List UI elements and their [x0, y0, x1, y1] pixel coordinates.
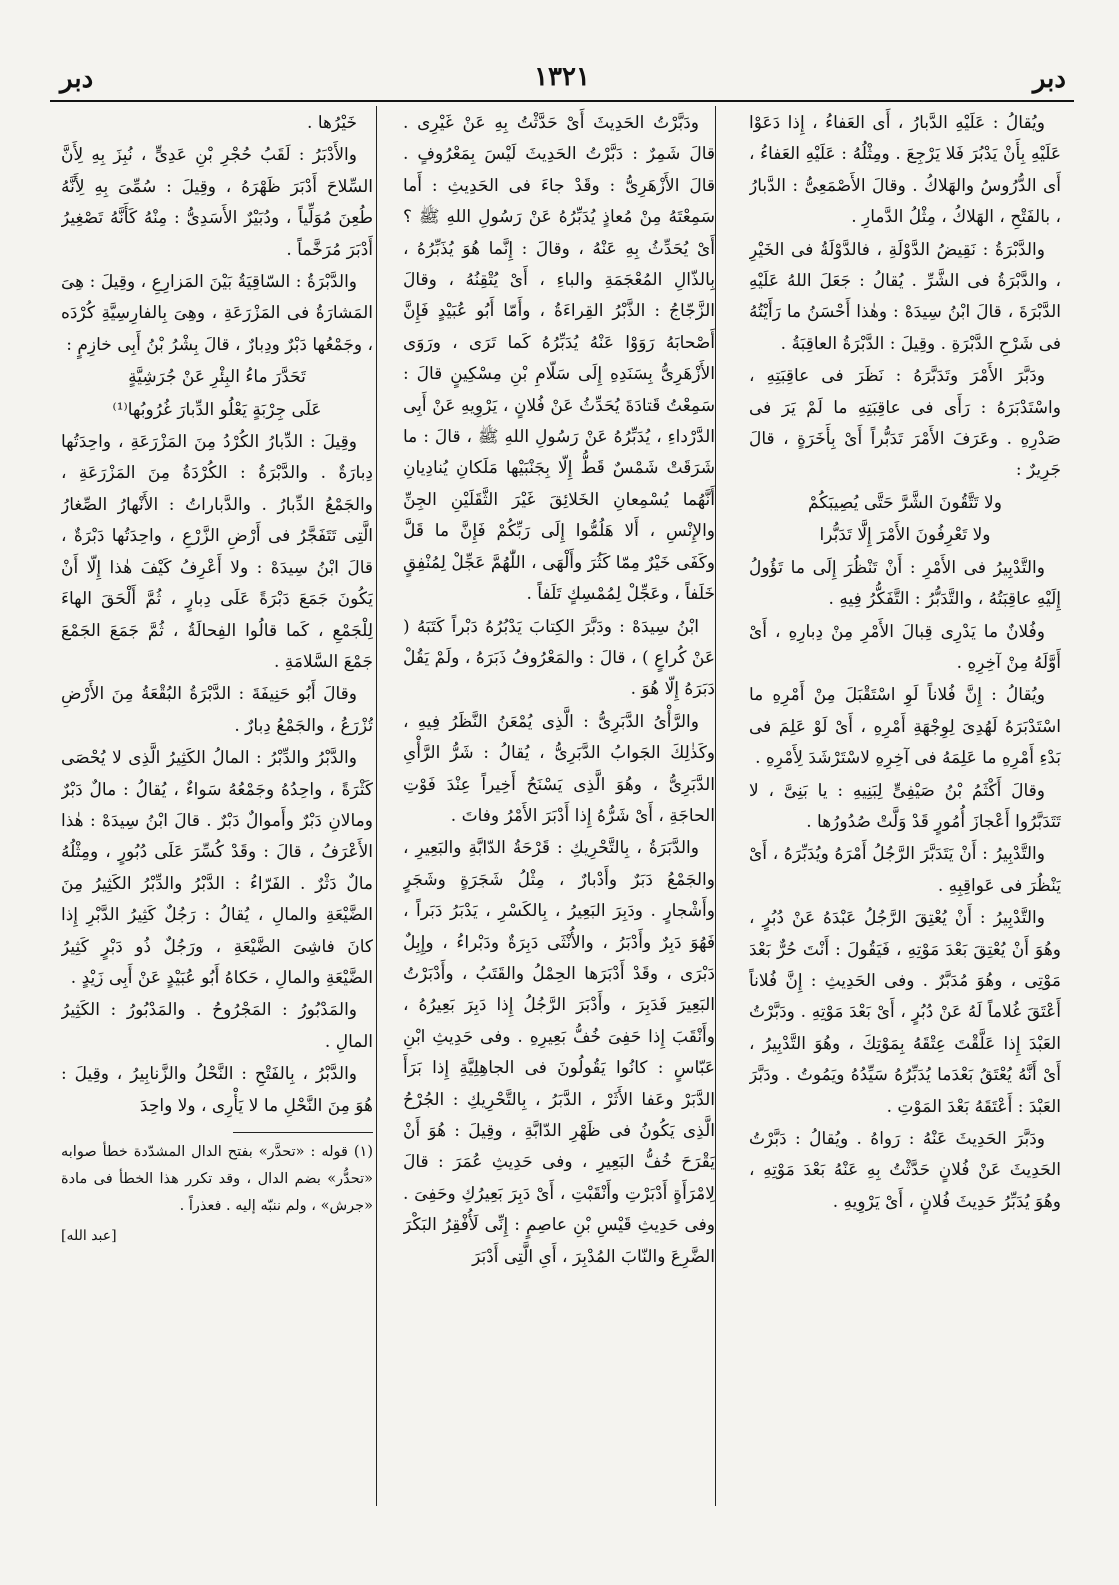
entry-paragraph: وقالَ أَكْثَمُ بْنُ صَيْفِىٍّ لِبَنِيهِ : يا بَنِىَّ ، لا تَتَدَبَّرُوا أَعْجازَ أُمُورٍ قَدْ وَلَّتْ صُدُورُها . — [749, 780, 1061, 832]
footnote-separator — [233, 1132, 373, 1133]
entry-paragraph: ويُقالُ : إِنَّ فُلاناً لَوِ اسْتَقْبَلَ مِنْ أَمْرِهِ ما اسْتَدْبَرَهُ لَهُدِىَ لِوِجْهَةِ أَمْرِهِ ، أَىْ لَوْ عَلِمَ فى بَدْءِ أَمْرِهِ ما عَلِمَهُ فى آخِرِهِ لاسْتَرْشَدَ لِأَمْرِهِ . — [749, 685, 1061, 769]
entry-paragraph: والدَّبْرَةُ : السّاقِيَةُ بَيْنَ المَزارِعِ ، وقِيلَ : هِىَ المَشارَةُ فى المَزْرَعَةِ ، وهِىَ بِالفارِسِيَّةِ كُرْدَه ، وجَمْعُها دَبْرٌ ودِبارٌ ، قالَ بِشْرُ بْنُ أَبِى خازِمٍ : — [61, 272, 373, 355]
entry-paragraph: ودَبَّرَ الحَدِيثَ عَنْهُ : رَواهُ . ويُقالُ : دَبَّرْتُ الحَدِيثَ عَنْ فُلانٍ حَدَّثْتُ بِهِ عَنْهُ بَعْدَ مَوْتِهِ ، وهُوَ يُدَبِّرُ حَدِيثَ فُلانٍ ، أَىْ يَرْوِيهِ . — [749, 1129, 1061, 1212]
entry-paragraph: ودَبَّرْتُ الحَدِيثَ أَىْ حَدَّثْتُ بِهِ عَنْ غَيْرِى . قالَ شَمِرٌ : دَبَّرْتُ الحَدِيثَ لَيْسَ بِمَعْرُوفٍ . قالَ الأَزْهَرِىُّ : وقَدْ جاءَ فى الحَدِيثِ : أَما سَمِعْتَهُ مِنْ مُعاذٍ يُدَبِّرُهُ عَنْ رَسُولِ اللهِ ﷺ ؟ أَىْ يُحَدِّثُ بِهِ عَنْهُ ، وقالَ : إِنَّما هُوَ يُذَبِّرُهُ ، بِالذّالِ المُعْجَمَةِ والباءِ ، أَىْ يُتْقِنُهُ ، وقالَ الزَّجّاجُ : الذَّبْرُ القِراءَةُ ، وأَمّا أَبُو عُبَيْدٍ فَإِنَّ أَصْحابَهُ رَوَوْا عَنْهُ يُدَبِّرُهُ كَما تَرَى ، ورَوَى الأَزْهَرِىُّ بِسَنَدِهِ إِلَى سَلّامِ بْنِ مِسْكِينٍ قالَ : سَمِعْتُ قَتادَةَ يُحَدِّثُ عَنْ فُلانٍ ، يَرْوِيهِ عَنْ أَبِى الدَّرْداءِ ، يُدَبِّرُهُ عَنْ رَسُولِ اللهِ ﷺ ، قالَ : ما شَرَقَتْ شَمْسٌ قَطُّ إِلّا بِجَنْبَيْها مَلَكانِ يُنادِيانِ أَنَّهُما يُسْمِعانِ الخَلائِقَ غَيْرَ الثَّقَلَيْنِ الجِنِّ والإِنْسِ ، أَلا هَلُمُّوا إِلَى رَبِّكُمْ فَإِنَّ ما قَلَّ وكَفَى خَيْرٌ مِمّا كَثُرَ وأَلْهَى ، اللّٰهُمَّ عَجِّلْ لِمُنْفِقٍ خَلَفاً ، وعَجِّلْ لِمُمْسِكٍ تَلَفاً . — [403, 113, 715, 605]
entry-paragraph: والدَّبَرَةُ ، بِالتَّحْرِيكِ : قَرْحَةُ الدّابَّةِ والبَعِيرِ ، والجَمْعُ دَبَرٌ وأَدْبارٌ ، مِثْلُ شَجَرَةٍ وشَجَرٍ وأَشْجارٍ . ودَبِرَ البَعِيرُ ، بِالكَسْرِ ، يَدْبَرُ دَبَراً ، فَهُوَ دَبِرٌ وأَدْبَرُ ، والأُنْثَى دَبِرَةٌ ودَبْراءُ ، وإِبِلٌ دَبْرَى ، وقَدْ أَدْبَرَها الحِمْلُ والقَتَبُ ، وأَدْبَرْتُ البَعِيرَ فَدَبِرَ ، وأَدْبَرَ الرَّجُلُ إِذا دَبِرَ بَعِيرُهُ ، وأَنْقَبَ إِذا حَفِىَ خُفُّ بَعِيرِهِ . وفى حَدِيثِ ابْنِ عَبّاسٍ : كانُوا يَقُولُونَ فى الجاهِلِيَّةِ إِذا بَرَأَ الدَّبَرْ وعَفا الأَثَرْ ، الدَّبَرُ ، بِالتَّحْرِيكِ : الجُرْحُ الَّذِى يَكُونُ فى ظَهْرِ الدّابَّةِ ، وقِيلَ : هُوَ أَنْ يَقْرَحَ خُفُّ البَعِيرِ ، وفى حَدِيثِ عُمَرَ : قالَ لِامْرَأَةٍ أَدْبَرْتِ وأَنْقَبْتِ ، أَىْ دَبِرَ بَعِيرُكِ وحَفِىَ . وفى حَدِيثِ قَيْسِ بْنِ عاصِمٍ : إِنِّى لَأُفْقِرُ البَكْرَ الضَّرِعَ والنّابَ المُدْبِرَ ، أَىِ الَّتِى أَدْبَرَ — [403, 838, 715, 1267]
column-divider — [715, 106, 716, 1506]
entry-paragraph: ويُقالُ : عَلَيْهِ الدَّبارُ ، أَى العَفاءُ ، إِذا دَعَوْا عَلَيْهِ بِأَنْ يَدْبُرَ فَلا يَرْجِعَ . ومِثْلُهُ : عَلَيْهِ العَفاءُ ، أَى الدُّرُوسُ والهَلاكُ . وقالَ الأَصْمَعِىُّ : الدَّبارُ ، بالفَتْحِ ، الهَلاكُ ، مِثْلُ الدَّمارِ . — [749, 113, 1061, 228]
footnote: (١) قوله : «تحدَّر» بفتح الدال المشدّدة خطأ صوابه «تحدُّر» بضم الدال ، وقد تكرر هذا الخطأ فى مادة «جرش» ، ولم ننبّه إليه . فعذراً . — [61, 1144, 373, 1214]
poetry-verse: ولا تَعْرِفُونَ الأَمْرَ إِلَّا تَدَبُّرا — [819, 525, 991, 546]
page-header — [50, 62, 1074, 102]
entry-paragraph: وقالَ أَبُو حَنِيفَةَ : الدَّبْرَةُ البُقْعَةُ مِنَ الأَرْضِ تُزْرَعُ ، والجَمْعُ دِبارٌ . — [61, 684, 373, 736]
entry-paragraph: وقِيلَ : الدِّبارُ الكُرْدُ مِنَ المَزْرَعَةِ ، واحِدَتُها دِبارَةٌ . والدَّبْرَةُ : الكُرْدَةُ مِنَ المَزْرَعَةِ ، والجَمْعُ الدِّبارُ . والدَّباراتُ : الأَنْهارُ الصِّغارُ الَّتِى تَتَفَجَّرُ فى أَرْضِ الزَّرْعِ ، واحِدَتُها دَبْرَةٌ ، قالَ ابْنُ سِيدَهْ : ولا أَعْرِفُ كَيْفَ هٰذا إِلّا أَنْ يَكُونَ جَمَعَ دَبْرَةً عَلَى دِبارٍ ، ثُمَّ أَلْحَقَ الهاءَ لِلْجَمْعِ ، كَما قالُوا الفِحالَةُ ، ثُمَّ جَمَعَ الجَمْعَ جَمْعَ السَّلامَةِ . — [61, 432, 373, 672]
entry-paragraph: خَيْرُها . — [307, 113, 357, 133]
root-word-right: دبر — [1032, 64, 1066, 94]
poetry-verse: ولا تَتَّقُونَ الشَّرَّ حَتَّى يُصِيبَكُمْ — [808, 492, 1002, 513]
entry-paragraph: والدَّبْرُ والدِّبْرُ : المالُ الكَثِيرُ الَّذِى لا يُحْصَى كَثْرَةً ، واحِدُهُ وجَمْعُهُ سَواءٌ ، يُقالُ : مالٌ دَبْرٌ ومالانِ دَبْرٌ وأَموالٌ دَبْرٌ . قالَ ابْنُ سِيدَهْ : هٰذا الأَعْرَفُ ، قالَ : وقَدْ كُسِّرَ عَلَى دُبُورٍ ، ومِثْلُهُ مالٌ دَثْرٌ . الفَرّاءُ : الدَّبْرُ والدِّبْرُ الكَثِيرُ مِنَ الضَّيْعَةِ والمالِ ، يُقالُ : رَجُلٌ كَثِيرُ الدَّبْرِ إِذا كانَ فاشِىَ الضَّيْعَةِ ، ورَجُلٌ ذُو دَبْرٍ كَثِيرُ الضَّيْعَةِ والمالِ ، حَكاهُ أَبُو عُبَيْدٍ عَنْ أَبِى زَيْدٍ . — [61, 748, 373, 988]
entry-paragraph: والتَّدْبِيرُ : أَنْ يُعْتِقَ الرَّجُلُ عَبْدَهُ عَنْ دُبُرٍ ، وهُوَ أَنْ يُعْتِقَ بَعْدَ مَوْتِهِ ، فَيَقُولَ : أَنْتَ حُرٌّ بَعْدَ مَوْتِى ، وهُوَ مُدَبَّرٌ . وفى الحَدِيثِ : إِنَّ فُلاناً أَعْتَقَ غُلاماً لَهُ عَنْ دُبُرٍ ، أَىْ بَعْدَ مَوْتِهِ . ودَبَّرْتُ العَبْدَ إِذا عَلَّقْتَ عِتْقَهُ بِمَوْتِكَ ، وهُوَ التَّدْبِيرُ ، أَىْ أَنَّهُ يُعْتَقُ بَعْدَما يُدَبِّرُهُ سَيِّدُهُ ويَمُوتُ . ودَبَّرَ العَبْدَ : أَعْتَقَهُ بَعْدَ المَوْتِ . — [749, 908, 1061, 1117]
entry-paragraph: وفُلانٌ ما يَدْرِى قِبالَ الأَمْرِ مِنْ دِبارِهِ ، أَىْ أَوَّلَهُ مِنْ آخِرِهِ . — [749, 621, 1061, 673]
entry-paragraph: والمَدْبُورُ : المَجْرُوحُ . والمَدْبُورُ : الكَثِيرُ المالِ . — [61, 1000, 373, 1052]
column-middle — [403, 108, 715, 1508]
entry-paragraph: والتَّدْبِيرُ فى الأَمْرِ : أَنْ تَنْظُرَ إِلَى ما تَؤُولُ إِلَيْهِ عاقِبَتُهُ ، والتَّدَبُّرُ : التَّفَكُّرُ فِيهِ . — [749, 557, 1061, 610]
entry-paragraph: ودَبَّرَ الأَمْرَ وتَدَبَّرَهُ : نَظَرَ فى عاقِبَتِهِ ، واسْتَدْبَرَهُ : رَأَى فى عاقِبَتِهِ ما لَمْ يَرَ فى صَدْرِهِ . وعَرَفَ الأَمْرَ تَدَبُّراً أَىْ بِأَخَرَةٍ ، قالَ جَرِيرٌ : — [749, 366, 1061, 481]
column-divider — [376, 106, 377, 1506]
entry-paragraph: ابْنُ سِيدَهْ : ودَبَّرَ الكِتابَ يَدْبُرُهُ دَبْراً كَتَبَهُ ( عَنْ كُراعٍ ) ، قالَ : والمَعْرُوفُ ذَبَرَهُ ، ولَمْ يَقُلْ دَبَرَهُ إِلّا هُوَ . — [403, 616, 715, 700]
poetry-verse: عَلَى جِرْبَةٍ يَعْلُو الدِّبارَ غُرُوبُها⁽¹⁾ — [112, 399, 322, 420]
page-number: ١٣٢١ — [534, 62, 590, 92]
entry-paragraph: والأَدْبَرُ : لَقَبُ حُجْرِ بْنِ عَدِىٍّ ، نُبِزَ بِهِ لِأَنَّ السِّلاحَ أَدْبَرَ ظَهْرَهُ ، وقِيلَ : سُمِّىَ بِهِ لِأَنَّهُ طُعِنَ مُوَلِّياً ، ودُبَيْرٌ الأَسَدِىُّ : مِنْهُ كَأَنَّهُ تَصْغِيرُ أَدْبَرَ مُرَخَّماً . — [61, 145, 373, 260]
entry-paragraph: والرَّأْىُ الدَّبَرِىُّ : الَّذِى يُمْعَنُ النَّظَرُ فِيهِ ، وكَذٰلِكَ الجَوابُ الدَّبَرِىُّ ، يُقالُ : شَرُّ الرَّأْىِ الدَّبَرِىُّ ، وهُوَ الَّذِى يَسْنَحُ أَخِيراً عِنْدَ فَوْتِ الحاجَةِ ، أَىْ شَرُّهُ إِذا أَدْبَرَ الأَمْرُ وفاتَ . — [403, 711, 715, 826]
column-left — [61, 108, 373, 1508]
entry-paragraph: والدَّبْرَةُ : نَقِيضُ الدَّوْلَةِ ، فالدَّوْلَةُ فى الخَيْرِ ، والدَّبْرَةُ فى الشَّرِّ . يُقالُ : جَعَلَ اللهُ عَلَيْهِ الدَّبْرَةَ ، قالَ ابْنُ سِيدَهْ : وهٰذا أَحْسَنُ ما رَأَيْتُهُ فى شَرْحِ الدَّبْرَةِ . وقِيلَ : الدَّبْرَةُ العاقِبَةُ . — [749, 239, 1061, 354]
entry-paragraph: والتَّدْبِيرُ : أَنْ يَتَدَبَّرَ الرَّجُلُ أَمْرَهُ ويُدَبِّرَهُ ، أَىْ يَنْظُرَ فى عَواقِبِهِ . — [749, 844, 1061, 896]
root-word-left: دبر — [60, 64, 94, 94]
column-right — [749, 108, 1061, 1508]
entry-paragraph: والدَّبْرُ ، بِالفَتْحِ : النَّحْلُ والزَّنابِيرُ ، وقِيلَ : هُوَ مِنَ النَّحْلِ ما لا يَأْرِى ، ولا واحِدَ — [61, 1064, 373, 1116]
footnote-signature: [عبد الله] — [61, 1228, 117, 1244]
poetry-verse: تَحَدَّرَ ماءُ البِئْرِ عَنْ جُرَشِيَّةٍ — [128, 367, 306, 388]
